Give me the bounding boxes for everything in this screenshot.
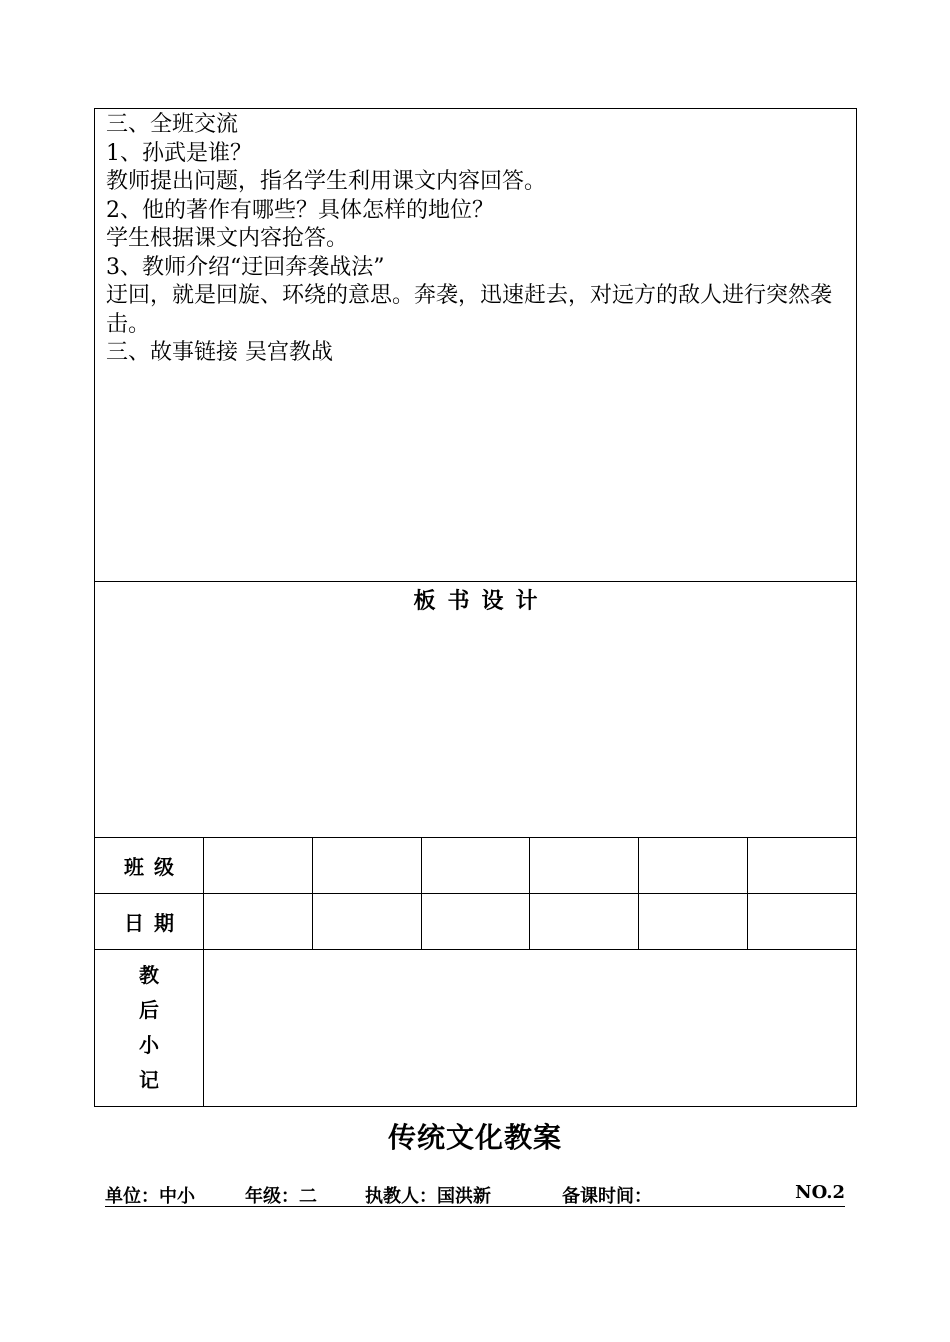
grade-field: 年级：二 xyxy=(245,1186,317,1207)
notes-label-char: 记 xyxy=(139,1068,159,1092)
lesson-line: 学生根据课文内容抢答。 xyxy=(106,226,349,251)
class-cell xyxy=(422,838,530,894)
date-cell xyxy=(204,894,313,950)
unit-field: 单位：中小 xyxy=(105,1186,195,1207)
prep-time-field: 备课时间： xyxy=(562,1186,652,1207)
document-title: 传统文化教案 xyxy=(387,1121,562,1154)
class-cell xyxy=(530,838,639,894)
lesson-line: 迂回，就是回旋、环绕的意思。奔袭，迅速赶去，对远方的敌人进行突然袭击。 xyxy=(106,283,833,337)
lesson-line: 2、他的著作有哪些？具体怎样的地位？ xyxy=(106,197,494,223)
date-cell xyxy=(639,894,748,950)
date-label: 日期 xyxy=(95,894,204,950)
class-cell xyxy=(313,838,422,894)
date-cell xyxy=(313,894,422,950)
lesson-plan-table xyxy=(94,108,857,1107)
board-design-cell xyxy=(95,582,857,838)
lesson-line: 三、故事链接 吴宫教战 xyxy=(106,340,333,365)
class-cell xyxy=(204,838,313,894)
lesson-content-cell xyxy=(95,109,857,582)
document-info-line xyxy=(105,1180,845,1207)
date-cell xyxy=(530,894,639,950)
lesson-line: 1、孙武是谁？ xyxy=(106,140,252,166)
notes-label-char: 小 xyxy=(139,1033,159,1057)
notes-label-char: 教 xyxy=(139,963,159,987)
lesson-line: 3、教师介绍“迂回奔袭战法” xyxy=(106,254,385,280)
teacher-field: 执教人：国洪新 xyxy=(365,1186,491,1207)
lesson-line: 教师提出问题，指名学生利用课文内容回答。 xyxy=(106,169,547,194)
post-teaching-notes-label xyxy=(95,950,204,1107)
date-cell xyxy=(422,894,530,950)
post-teaching-notes-cell xyxy=(204,950,857,1107)
class-label: 班级 xyxy=(95,838,204,894)
lesson-line: 三、全班交流 xyxy=(106,112,239,137)
document-number: NO.2 xyxy=(795,1182,845,1203)
class-cell xyxy=(748,838,857,894)
board-design-title: 板书设计 xyxy=(413,588,550,614)
class-cell xyxy=(639,838,748,894)
date-cell xyxy=(748,894,857,950)
notes-label-char: 后 xyxy=(139,998,159,1022)
